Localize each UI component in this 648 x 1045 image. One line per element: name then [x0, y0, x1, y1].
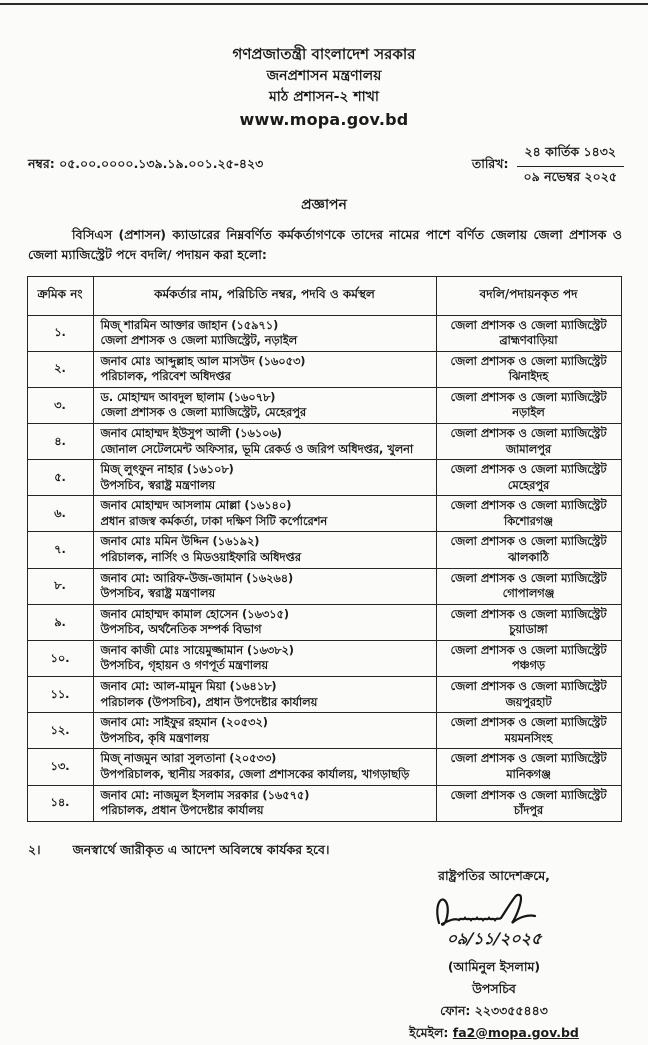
ministry-name: জনপ্রশাসন মন্ত্রণালয় — [266, 67, 382, 84]
clause-text: জনস্বার্থে জারীকৃত এ আদেশ অবিলম্বে কার্যকর হবে। — [72, 841, 330, 857]
serial-cell: ৮. — [27, 568, 93, 604]
table-body — [27, 315, 621, 821]
officer-designation: প্রধান রাজস্ব কর্মকর্তা, ঢাকা দক্ষিণ সিটি কর্পোরেশন — [100, 514, 328, 528]
phone-line — [366, 1003, 622, 1023]
table-row — [27, 749, 621, 785]
posting-district: ঝালকাঠি — [508, 551, 549, 565]
posting-cell — [436, 713, 621, 749]
posting-cell — [436, 423, 621, 459]
posting-district: ব্রাহ্মণবাড়িয়া — [499, 334, 558, 348]
posting-title: জেলা প্রশাসক ও জেলা ম্যাজিস্ট্রেট — [450, 463, 607, 477]
posting-title: জেলা প্রশাসক ও জেলা ম্যাজিস্ট্রেট — [450, 607, 607, 621]
posting-district: চুয়াডাঙ্গা — [509, 623, 548, 637]
officer-designation: উপপরিচালক, স্থানীয় সরকার, জেলা প্রশাসকের কার্যালয়, খাগড়াছড়ি — [100, 767, 410, 781]
officer-cell — [93, 315, 436, 351]
officer-cell — [93, 640, 436, 676]
column-header-officer: কর্মকর্তার নাম, পরিচিতি নম্বর, পদবি ও কর্মস্থল — [93, 276, 436, 315]
signatory-name: (আমিনুল ইসলাম) — [447, 958, 541, 974]
table-header-row — [27, 276, 621, 315]
officer-cell — [93, 677, 436, 713]
officer-designation: জেলা প্রশাসক ও জেলা ম্যাজিস্ট্রেট, নড়াইল — [100, 334, 298, 348]
date-block — [472, 144, 624, 189]
serial-cell: ৯. — [27, 604, 93, 640]
memo-date-row — [28, 144, 624, 189]
memo-number-line — [28, 156, 263, 176]
officer-name: জনাব মোঃ মমিন উদ্দিন (১৬১৯২) — [100, 535, 260, 549]
posting-district: পঞ্চগড় — [511, 659, 545, 673]
serial-cell: ১১. — [27, 677, 93, 713]
serial-cell: ৫. — [27, 460, 93, 496]
officer-cell — [93, 496, 436, 532]
officer-designation: পরিচালক (উপসচিব), প্রধান উপদেষ্টার কার্যালয় — [100, 695, 318, 709]
officer-cell — [93, 460, 436, 496]
serial-cell: ৬. — [27, 496, 93, 532]
table-row — [27, 315, 621, 351]
by-order-text: রাষ্ট্রপতির আদেশক্রমে, — [438, 867, 550, 883]
serial-cell: ১৩. — [27, 749, 93, 785]
officer-cell — [93, 423, 436, 459]
closing-clause — [28, 842, 620, 862]
officer-name: জনাব কাজী মোঃ সায়েমুজ্জামান (১৬৩৮২) — [100, 643, 294, 657]
email-label: ইমেইল: — [409, 1024, 449, 1040]
posting-title: জেলা প্রশাসক ও জেলা ম্যাজিস্ট্রেট — [450, 354, 607, 368]
posting-district: নড়াইল — [512, 406, 545, 420]
document-page — [0, 3, 648, 1040]
serial-cell: ১. — [27, 315, 93, 351]
transfer-table — [27, 276, 622, 822]
officer-designation: পরিচালক, প্রধান উপদেষ্টার কার্যালয় — [100, 804, 264, 818]
memo-number: ০৫.০০.০০০০.১৩৯.১৯.০০১.২৫-৪২৩ — [59, 156, 264, 171]
table-row — [27, 532, 621, 568]
letterhead — [0, 43, 648, 132]
email-line — [366, 1025, 622, 1045]
page-top-rule — [0, 3, 648, 5]
officer-name: জনাব মো: আল-মামুন মিয়া (১৬৪১৮) — [100, 680, 277, 694]
officer-name: ড. মোহাম্মদ আবদুল ছালাম (১৬০৭৮) — [100, 390, 276, 404]
officer-designation: উপসচিব, অর্থনৈতিক সম্পর্ক বিভাগ — [100, 623, 262, 637]
signatory-designation: উপসচিব — [472, 980, 516, 996]
date-bangla-calendar: ২৪ কার্তিক ১৪৩২ — [517, 144, 625, 167]
table-row — [27, 351, 621, 387]
officer-name: মিজ্‌ লুৎফুন নাহার (১৬১০৮) — [100, 463, 234, 477]
posting-cell — [436, 351, 621, 387]
table-row — [27, 568, 621, 604]
table-row — [27, 713, 621, 749]
date-label: তারিখ: — [471, 156, 509, 171]
posting-district: জয়পুরহাট — [505, 695, 552, 709]
posting-cell — [436, 315, 621, 351]
column-header-posting: বদলি/পদায়নকৃত পদ — [436, 276, 621, 315]
posting-title: জেলা প্রশাসক ও জেলা ম্যাজিস্ট্রেট — [450, 535, 607, 549]
signature-block — [366, 868, 622, 1045]
officer-name: জনাব মো: সাইফুর রহমান (২০৫৩২) — [100, 716, 268, 730]
clause-number: ২। — [28, 841, 41, 857]
branch-name: মাঠ প্রশাসন-২ শাখা — [269, 88, 379, 105]
website-url: www.mopa.gov.bd — [239, 109, 409, 129]
officer-name: জনাব মোহাম্মদ কামাল হোসেন (১৬৩১৫) — [100, 607, 290, 621]
posting-title: জেলা প্রশাসক ও জেলা ম্যাজিস্ট্রেট — [450, 643, 607, 657]
posting-district: মানিকগঞ্জ — [506, 767, 551, 781]
posting-title: জেলা প্রশাসক ও জেলা ম্যাজিস্ট্রেট — [450, 571, 607, 585]
serial-cell: ৭. — [27, 532, 93, 568]
posting-district: ঝিনাইদহ — [508, 370, 549, 384]
officer-cell — [93, 568, 436, 604]
posting-cell — [436, 568, 621, 604]
officer-cell — [93, 749, 436, 785]
posting-cell — [436, 677, 621, 713]
signature-scribble — [366, 890, 622, 930]
posting-cell — [436, 749, 621, 785]
posting-cell — [436, 496, 621, 532]
officer-designation: উপসচিব, গৃহায়ন ও গণপূর্ত মন্ত্রণালয় — [100, 659, 269, 673]
officer-designation: জোনাল সেটেলমেন্ট অফিসার, ভূমি রেকর্ড ও জরিপ অধিদপ্তর, খুলনা — [100, 442, 414, 456]
officer-cell — [93, 713, 436, 749]
officer-cell — [93, 532, 436, 568]
officer-designation: উপসচিব, স্বরাষ্ট্র মন্ত্রণালয় — [100, 478, 216, 492]
phone-number: ২২৩৩৫৫৪৪৩ — [474, 1002, 548, 1018]
serial-cell: ১০. — [27, 640, 93, 676]
email-address: fa2@mopa.gov.bd — [452, 1024, 579, 1040]
table-header — [27, 276, 621, 315]
posting-title: জেলা প্রশাসক ও জেলা ম্যাজিস্ট্রেট — [450, 426, 607, 440]
officer-cell — [93, 785, 436, 821]
posting-cell — [436, 460, 621, 496]
serial-cell: ৩. — [27, 387, 93, 423]
posting-title: জেলা প্রশাসক ও জেলা ম্যাজিস্ট্রেট — [450, 716, 607, 730]
officer-cell — [93, 351, 436, 387]
notification-title: প্রজ্ঞাপন — [301, 196, 347, 213]
serial-cell: ২. — [27, 351, 93, 387]
posting-cell — [436, 785, 621, 821]
posting-district: গোপালগঞ্জ — [502, 587, 555, 601]
table-row — [27, 604, 621, 640]
officer-name: জনাব মো: নাজমুল ইসলাম সরকার (১৬৫৭৫) — [100, 788, 310, 802]
posting-title: জেলা প্রশাসক ও জেলা ম্যাজিস্ট্রেট — [450, 788, 607, 802]
government-name: গণপ্রজাতন্ত্রী বাংলাদেশ সরকার — [232, 45, 416, 63]
posting-title: জেলা প্রশাসক ও জেলা ম্যাজিস্ট্রেট — [450, 499, 607, 513]
officer-designation: পরিচালক, নার্সিং ও মিডওয়াইফারি অধিদপ্তর — [100, 551, 301, 565]
officer-designation: উপসচিব, স্বরাষ্ট্র মন্ত্রণালয় — [100, 587, 216, 601]
posting-district: কিশোরগঞ্জ — [504, 514, 553, 528]
date-fraction — [517, 144, 625, 189]
table-row — [27, 785, 621, 821]
date-gregorian: ০৯ নভেম্বর ২০২৫ — [523, 168, 617, 184]
posting-cell — [436, 604, 621, 640]
posting-title: জেলা প্রশাসক ও জেলা ম্যাজিস্ট্রেট — [450, 318, 607, 332]
column-header-serial: ক্রমিক নং — [27, 276, 93, 315]
serial-cell: ১৪. — [27, 785, 93, 821]
table-row — [27, 423, 621, 459]
memo-label: নম্বর: — [28, 156, 55, 171]
serial-cell: ১২. — [27, 713, 93, 749]
officer-designation: পরিচালক, পরিবেশ অধিদপ্তর — [100, 370, 231, 384]
posting-district: চাঁদপুর — [513, 804, 544, 818]
officer-name: জনাব মোহাম্মদ আসলাম মোল্লা (১৬১৪০) — [100, 499, 292, 513]
officer-name: জনাব মোহাম্মদ ইউসুপ আলী (১৬১০৬) — [100, 426, 282, 440]
phone-label: ফোন: — [440, 1002, 471, 1018]
officer-name: জনাব মো: আরিফ-উজ-জামান (১৬২৬৪) — [100, 571, 294, 585]
table-row — [27, 460, 621, 496]
posting-district: ময়মনসিংহ — [504, 731, 553, 745]
signature-icon — [429, 890, 559, 930]
posting-district: জামালপুর — [505, 442, 552, 456]
signature-date-handwritten: ০৯/১১/২০২৫ — [445, 928, 543, 948]
officer-cell — [93, 604, 436, 640]
posting-title: জেলা প্রশাসক ও জেলা ম্যাজিস্ট্রেট — [450, 752, 607, 766]
posting-cell — [436, 532, 621, 568]
table-row — [27, 496, 621, 532]
table-row — [27, 640, 621, 676]
table-row — [27, 677, 621, 713]
posting-cell — [436, 640, 621, 676]
posting-district: মেহেরপুর — [507, 478, 550, 492]
posting-cell — [436, 387, 621, 423]
intro-paragraph: বিসিএস (প্রশাসন) ক্যাডারের নিম্নবর্ণিত কর্মকর্তাগণকে তাদের নামের পাশে বর্ণিত জেলায় জেলা প্রশাসক ও জেলা ম্যাজিস্ট্রেট পদে বদলি/ পদায়ন করা হলো: — [28, 226, 622, 262]
officer-designation: উপসচিব, কৃষি মন্ত্রণালয় — [100, 731, 209, 745]
officer-cell — [93, 387, 436, 423]
posting-title: জেলা প্রশাসক ও জেলা ম্যাজিস্ট্রেট — [450, 390, 607, 404]
table-row — [27, 387, 621, 423]
officer-name: জনাব মোঃ আব্দুল্লাহ আল মাসউদ (১৬০৫৩) — [100, 354, 306, 368]
officer-designation: জেলা প্রশাসক ও জেলা ম্যাজিস্ট্রেট, মেহেরপুর — [100, 406, 307, 420]
serial-cell: ৪. — [27, 423, 93, 459]
officer-name: মিজ্‌ শারমিন আক্তার জাহান (১৫৯৭১) — [100, 318, 279, 332]
posting-title: জেলা প্রশাসক ও জেলা ম্যাজিস্ট্রেট — [450, 680, 607, 694]
officer-name: মিজ্‌ নাজমুন আরা সুলতানা (২০৫৩৩) — [100, 752, 277, 766]
